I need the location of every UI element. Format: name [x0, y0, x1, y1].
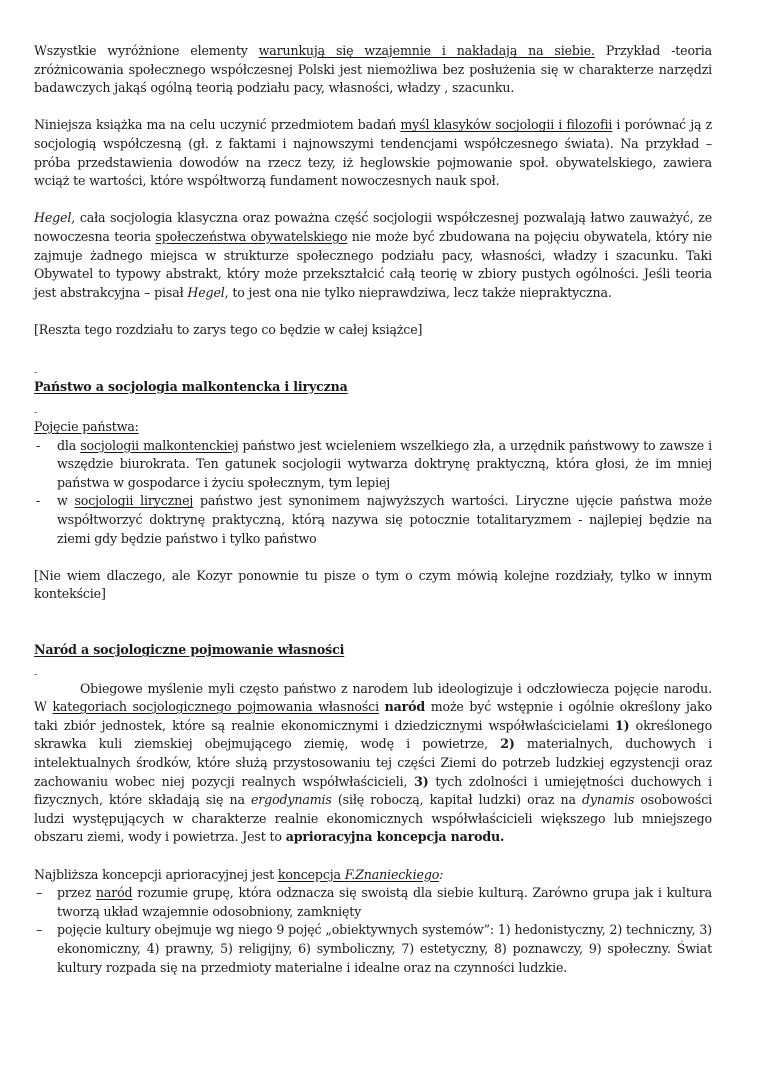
underlined-phrase: socjologii lirycznej	[74, 493, 194, 509]
znaniecki-list	[34, 884, 712, 977]
section-marker: -	[34, 408, 37, 419]
paragraph-znaniecki: Najbliższa koncepcji aprioracyjnej jest koncepcja F.Znanieckiego:	[34, 866, 444, 882]
note-kozyr: [Nie wiem dlaczego, ale Kozyr ponownie tu pisze o tym o czym mówią kolejne rozdziały, tylko w innym kontekście]	[34, 567, 712, 602]
underlined-phrase: myśl klasyków socjologii i filozofii	[400, 117, 613, 133]
paragraph-nation-definition: Obiegowe myślenie myli często państwo z narodem lub ideologizuje i odczłowiecza pojęcie narodu. W kategoriach socjologicznego pojmowania własności naród może być wstępnie i ogólnie określony jako taki zbiór jednostek, które są realnie ekonomicznymi i dziedzicznymi współwłaścicielami 1) określonego skrawka kuli ziemskiej obejmującego ziemię, wodę i powietrze, 2) materialnych, duchowych i intelektualnych środków, które służą przystosowaniu tej części Ziemi do potrzeb ludzkiej egzystencji oraz zachowaniu wobec niej pozycji realnych współwłaścicieli, 3) tych zdolności i umiejętności duchowych i fizycznych, które składają się na ergodynamis (siłę roboczą, kapitał ludzki) oraz na dynamis osobowości ludzi występujących w charakterze realnie ekonomicznych współwłaścicieli większego lub mniejszego obszaru ziemi, wody i powietrza. Jest to aprioracyjna koncepcja narodu.	[34, 680, 713, 845]
section-marker: -	[34, 669, 37, 680]
bold-term: aprioracyjna koncepcja narodu.	[285, 829, 505, 845]
note-chapter-outline: [Reszta tego rozdziału to zarys tego co będzie w całej książce]	[34, 321, 423, 337]
section-heading-state: Państwo a socjologia malkontencka i liryczna	[34, 378, 348, 394]
list-item: - dla socjologii malkontenckiej państwo jest wcieleniem wszelkiego zła, a urzędnik państwowy to zawsze i wszędzie biurokrata. Ten gatunek socjologii wytwarza doktrynę praktyczną, która głosi, że im mniej państwa w gospodarce i życiu społecznym, tym lepiej	[36, 437, 712, 490]
list-item: – pojęcie kultury obejmuje wg niego 9 pojęć „obiektywnych systemów”: 1) hedonistyczny, 2) techniczny, 3) ekonomiczny, 4) prawny, 5) religijny, 6) symboliczny, 7) estetyczny, 8) poznawczy, 9) społeczny. Świat kultury rozpada się na przedmioty materialne i idealne oraz na czynności ludzkie.	[36, 922, 712, 975]
section-heading-nation: Naród a socjologiczne pojmowanie własności	[34, 642, 345, 658]
bold-number: 1)	[615, 717, 630, 733]
bold-number: 2)	[500, 736, 515, 752]
list-item: – przez naród rozumie grupę, która odznacza się swoistą dla siebie kulturą. Zarówno grupa jak i kultura tworzą układ wzajemnie odosobniony, zamknięty	[36, 885, 712, 919]
underlined-phrase: warunkują się wzajemnie i nakładają na siebie.	[258, 43, 595, 58]
paragraph-intro: Wszystkie wyróżnione elementy warunkują się wzajemnie i nakładają na siebie. Przykład -teoria zróżnicowania społecznego współczesnej Polski jest niemożliwa bez posłużenia się w charakterze narzędzi badawczych jakąś ogólną teorią podziału pacy, własności, władzy , szacunku.	[34, 43, 712, 96]
paragraph-hegel: Hegel, cała socjologia klasyczna oraz poważna część socjologii współczesnej pozwalają łatwo zauważyć, ze nowoczesna teoria społeczeństwa obywatelskiego nie może być zbudowana na pojęciu obywatela, który nie zajmuje żadnego miejsca w strukturze społecznego podziału pacy, własności, władzy i szacunku. Taki Obywatel to typowy abstrakt, który może przekształcić całą teorię w zbiory pustych ogólności. Jeśli teoria jest abstrakcyjna – pisał Hegel, to jest ona nie tylko nieprawdziwa, lecz także niepraktyczna.	[34, 210, 712, 300]
paragraph-book-aim: Niniejsza książka ma na celu uczynić przedmiotem badań myśl klasyków socjologii i filozofii i porównać ją z socjologią współczesną (gł. z faktami i najnowszymi tendencjami współczesnego świata). Na przykład – próba przedstawienia dowodów na rzecz tezy, iż heglowskie pojmowanie społ. obywatelskiego, zawiera wciąż te wartości, które współtworzą fundament nowoczesnych nauk społ.	[34, 117, 712, 189]
underlined-phrase: koncepcja F.Znanieckiego	[277, 866, 440, 882]
list-item: - w socjologii lirycznej państwo jest synonimem najwyższych wartości. Liryczne ujęcie państwa może współtworzyć doktrynę praktyczną, którą nazywa się potocznie totalitaryzmem - najlepiej będzie na ziemi gdy będzie państwo i tylko państwo	[36, 493, 713, 546]
bold-number: 3)	[414, 773, 429, 789]
bullet-dash: -	[36, 493, 41, 509]
underlined-phrase: naród	[95, 885, 133, 901]
italic-term: dynamis	[581, 792, 635, 808]
bullet-dash: –	[36, 885, 43, 901]
bullet-dash: -	[36, 437, 41, 453]
underlined-phrase: socjologii malkontenckiej	[80, 437, 239, 453]
italic-name: Hegel	[187, 284, 225, 300]
bullet-dash: –	[36, 922, 43, 938]
subheading-state-concept: Pojęcie państwa:	[34, 419, 139, 435]
document-page	[34, 42, 712, 977]
italic-name: Hegel	[34, 210, 72, 226]
bold-term: naród	[384, 699, 426, 715]
section-marker: -	[34, 367, 37, 378]
underlined-phrase: kategoriach socjologicznego pojmowania własności	[52, 699, 379, 715]
italic-term: ergodynamis	[251, 792, 332, 808]
state-concept-list	[34, 437, 712, 549]
underlined-phrase: społeczeństwa obywatelskiego	[155, 228, 348, 244]
